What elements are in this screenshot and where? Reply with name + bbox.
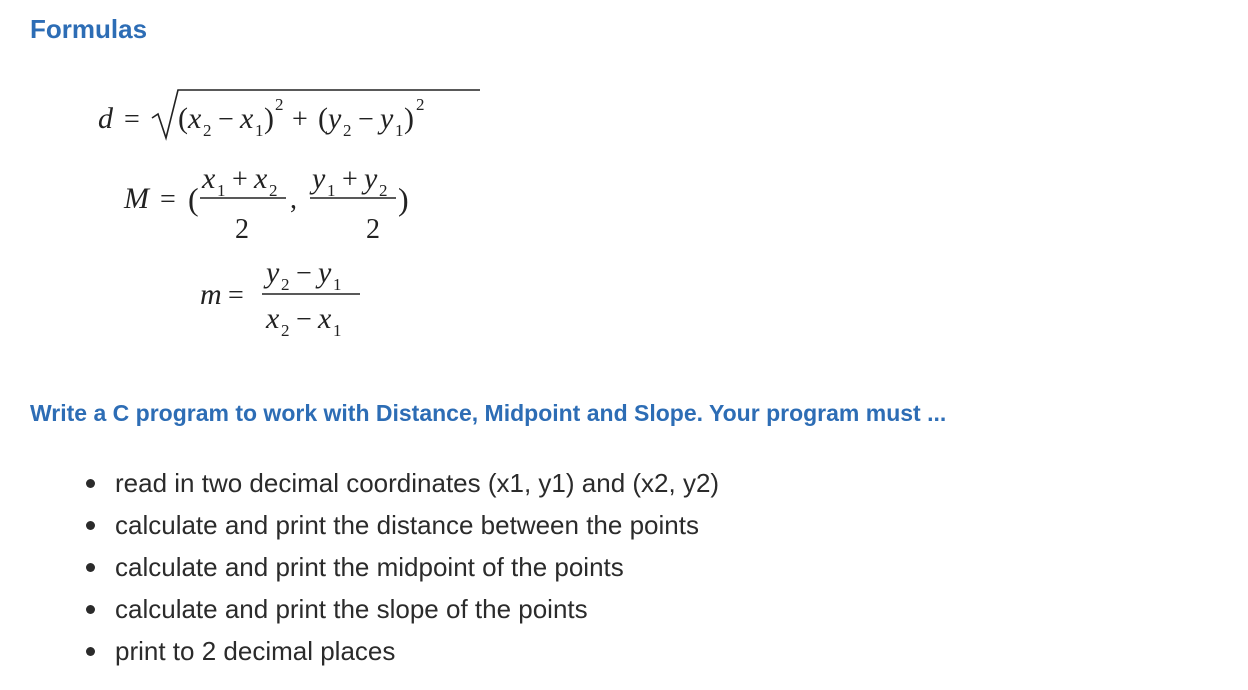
requirement-text: calculate and print the slope of the points	[115, 594, 588, 624]
midpoint-num2-y2-sub: 2	[379, 181, 388, 200]
slope-equals: =	[228, 280, 244, 311]
slope-num-minus: −	[296, 258, 312, 289]
bullet-icon	[86, 521, 95, 530]
distance-x2-sub: 2	[203, 121, 212, 140]
distance-square-1: 2	[275, 95, 284, 114]
midpoint-num2-y1-sub: 1	[327, 181, 336, 200]
requirement-text: calculate and print the distance between the points	[115, 510, 699, 540]
midpoint-num1-x1: x	[202, 162, 216, 195]
slope-num-y1-sub: 1	[333, 275, 342, 294]
distance-open-paren-1: (	[178, 102, 188, 135]
midpoint-num1-plus: +	[232, 164, 248, 195]
page-heading: Formulas	[30, 14, 148, 44]
list-item	[82, 588, 719, 630]
midpoint-num2-y1: y	[312, 162, 326, 195]
distance-y1-sub: 1	[395, 121, 404, 140]
midpoint-close-paren: )	[398, 181, 409, 217]
distance-close-paren-1: )	[264, 102, 274, 135]
distance-equals: =	[124, 104, 140, 135]
midpoint-comma: ,	[290, 184, 297, 215]
midpoint-den1: 2	[235, 214, 249, 245]
distance-open-paren-2: (	[318, 102, 328, 135]
bullet-icon	[86, 563, 95, 572]
bullet-icon	[86, 479, 95, 488]
midpoint-num1-x2-sub: 2	[269, 181, 278, 200]
midpoint-open-paren: (	[188, 181, 199, 217]
distance-formula	[98, 90, 480, 140]
midpoint-den2: 2	[366, 214, 380, 245]
slope-den-x2-sub: 2	[281, 321, 290, 340]
slope-num-y1: y	[318, 256, 332, 289]
list-item	[82, 546, 719, 588]
slope-lhs: m	[200, 278, 222, 311]
assignment-prompt: Write a C program to work with Distance, Midpoint and Slope. Your program must ...	[30, 400, 947, 426]
distance-x1-sub: 1	[255, 121, 264, 140]
slope-den-x1: x	[318, 302, 332, 335]
distance-y2: y	[328, 102, 342, 135]
distance-minus-1: −	[218, 104, 234, 135]
distance-y2-sub: 2	[343, 121, 352, 140]
formulas-image	[90, 80, 510, 350]
requirements-list	[82, 462, 719, 672]
distance-close-paren-2: )	[404, 102, 414, 135]
midpoint-num1-x2: x	[254, 162, 268, 195]
list-item	[82, 630, 719, 672]
distance-minus-2: −	[358, 104, 374, 135]
distance-x2: x	[188, 102, 202, 135]
bullet-icon	[86, 647, 95, 656]
midpoint-formula	[123, 162, 409, 245]
requirement-text: calculate and print the midpoint of the points	[115, 552, 624, 582]
distance-y1: y	[380, 102, 394, 135]
bullet-icon	[86, 605, 95, 614]
midpoint-lhs: M	[124, 182, 149, 215]
midpoint-num1-x1-sub: 1	[217, 181, 226, 200]
requirement-text: print to 2 decimal places	[115, 636, 396, 666]
distance-square-2: 2	[416, 95, 425, 114]
midpoint-num2-plus: +	[342, 164, 358, 195]
list-item	[82, 462, 719, 504]
slope-num-y2-sub: 2	[281, 275, 290, 294]
midpoint-num2-y2: y	[364, 162, 378, 195]
slope-den-x2: x	[266, 302, 280, 335]
slope-num-y2: y	[266, 256, 280, 289]
distance-plus: +	[292, 104, 308, 135]
distance-x1: x	[240, 102, 254, 135]
list-item	[82, 504, 719, 546]
midpoint-equals: =	[160, 184, 176, 215]
slope-den-x1-sub: 1	[333, 321, 342, 340]
slope-formula	[200, 256, 360, 340]
slope-den-minus: −	[296, 304, 312, 335]
distance-lhs: d	[98, 102, 113, 135]
requirement-text: read in two decimal coordinates (x1, y1) and (x2, y2)	[115, 468, 720, 498]
